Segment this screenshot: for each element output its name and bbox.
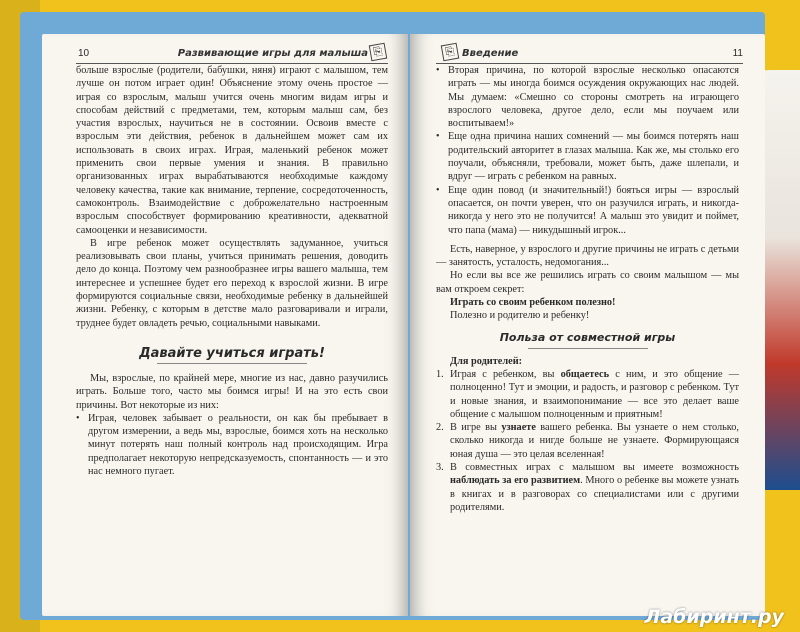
watermark-logo: Лабиринт.ру xyxy=(644,606,784,628)
book-icon: ⎘ xyxy=(441,43,460,62)
list-item xyxy=(436,184,739,237)
right-page xyxy=(410,34,765,616)
bold-statement-text: Играть со своим ребенком полезно! xyxy=(450,297,616,309)
body-paragraph: Полезно и родителю и ребенку! xyxy=(450,310,590,322)
list-item xyxy=(76,412,388,478)
bold-segment: узнаете xyxy=(501,422,536,434)
item-number: 3. xyxy=(436,462,444,474)
for-parents-heading xyxy=(436,355,739,368)
open-book xyxy=(20,12,765,620)
left-page-number: 10 xyxy=(78,48,90,59)
header-rule xyxy=(76,63,388,64)
body-paragraph: больше взрослые (родители, бабушки, няня) играют с малышом, тем лучше он потом играет один! Объяснение этому очень простое — играя со взрослым, малыш учится очень многим видам игры и способам действий с предметами, тем, которым малыш сам, без участия взрослых, научиться не в состоянии. Освоив вместе с взрослым эти действия, ребенок в дальнейшем может сам их использовать в своих играх. Играя, маленький ребенок может применить свои первые умения и знания. В правильно организованных играх вырабатываются необходимые каждому человеку качества, такие как внимание, терпение, сосредоточенность, самоконтроль. Взаимодействие с доброжелательно настроенным взрослым способствует формированию креативности, адекватной самооценки и независимости. xyxy=(76,65,388,236)
bold-segment: общаетесь xyxy=(560,368,610,380)
numbered-item xyxy=(436,421,739,461)
left-page xyxy=(42,34,408,616)
right-page-number: 11 xyxy=(732,48,743,59)
list-item-text: Еще одна причина наших сомнений — мы боимся потерять наш родительский авторитет в глазах малыша. Как же, мы столько его поучали, объясняли, требовали, может быть, даже шлепали, и вдруг — играть с ребенком на равных. xyxy=(448,131,739,183)
body-paragraph: Есть, наверное, у взрослого и другие причины не играть с детьми — занятость, усталость, недомогания... xyxy=(436,243,739,269)
numbered-item xyxy=(436,461,739,514)
body-paragraph: Но если вы все же решились играть со своим малышом — мы вам откроем секрет: xyxy=(436,270,739,295)
list-item xyxy=(436,64,739,130)
numbered-item-text xyxy=(450,461,739,514)
text-segment: Играя с ребенком, вы xyxy=(450,368,561,380)
numbered-item-text xyxy=(450,421,739,461)
left-running-head: Развивающие игры для малыша xyxy=(177,48,368,59)
text-segment: . Много о ребенке вы можете узнать в книгах и в разговорах со специалистами или с другими родителями. xyxy=(450,475,739,513)
section-title: Давайте учиться играть! xyxy=(139,345,325,361)
bullet-icon: • xyxy=(436,65,440,76)
for-parents-text: Для родителей: xyxy=(450,355,523,367)
item-number: 1. xyxy=(436,368,444,380)
text-segment: с ним, и это общение — полноценно! Тут и эмоции, и радость, и разговор с ребенком. Тут и новые знания, и взаимопонимание — все это делает ваше общение с малышом полноценным и приятным! xyxy=(450,368,740,420)
bold-statement xyxy=(436,296,739,309)
title-underline xyxy=(157,363,307,364)
section-intro: Мы, взрослые, по крайней мере, многие из нас, давно разучились играть. Больше того, часто мы боимся игры! И на это есть свои причины. Вот некоторые из них: xyxy=(76,372,388,411)
list-item-text: Играя, человек забывает о реальности, он как бы пребывает в другом измерении, а ведь мы, взрослые, боимся хоть на несколько минут потерять наш полный контроль над происходящим. Игра предполагает некоторую непредсказуемость, спонтанность — и это нас немного пугает. xyxy=(88,412,388,478)
bullet-icon: • xyxy=(436,184,440,196)
text-segment: В совместных играх с малышом вы имеете возможность xyxy=(450,462,739,474)
text-segment: вашего ребенка. Вы узнаете о нем столько, сколько никогда и нигде больше не узнаете. Формирующаяся юная душа — это целая вселенная! xyxy=(450,422,740,460)
title-underline xyxy=(528,348,648,349)
numbered-item xyxy=(436,368,739,421)
list-item xyxy=(436,130,739,183)
bullet-icon: • xyxy=(76,412,80,424)
body-paragraph: В игре ребенок может осуществлять задуманное, учиться реализовывать свои планы, учиться принимать решения, доводить дело до конца. Поэтому чем разнообразнее игры вашего малыша, тем интереснее и успешнее будет его переход к взрослой жизни. В игре формируются социальные связи, необходимые ребенку в дальнейшей жизни. Ребенку, с которым в детстве мало разговаривали и играли, труднее будет овладеть речью, социальными навыками. xyxy=(76,237,388,329)
text-segment: В игре вы xyxy=(450,422,502,434)
numbered-item-text xyxy=(450,368,739,421)
header-rule xyxy=(436,63,743,64)
book-icon: ⎘ xyxy=(369,43,388,62)
list-item-text: Еще один повод (и значительный!) бояться игры — взрослый опасается, он почти уверен, что он разучился играть, и никогда-никогда у него это не получится! А малыш это увидит и поймет, что папа (мама) — никудышный игрок... xyxy=(448,184,739,236)
right-running-head: Введение xyxy=(462,48,519,59)
bullet-icon: • xyxy=(436,131,440,143)
subsection-title: Польза от совместной игры xyxy=(499,330,676,344)
bold-segment: наблюдать за его развитием xyxy=(450,475,581,487)
list-item-text: Вторая причина, по которой взрослые несколько опасаются играть — мы иногда боимся осуждения окружающих нас людей. Мы думаем: «Смешно со стороны смотреть на играющего взрослого человека, другое дело, если мы поучаем или воспитываем!» xyxy=(448,65,739,130)
item-number: 2. xyxy=(436,422,444,434)
